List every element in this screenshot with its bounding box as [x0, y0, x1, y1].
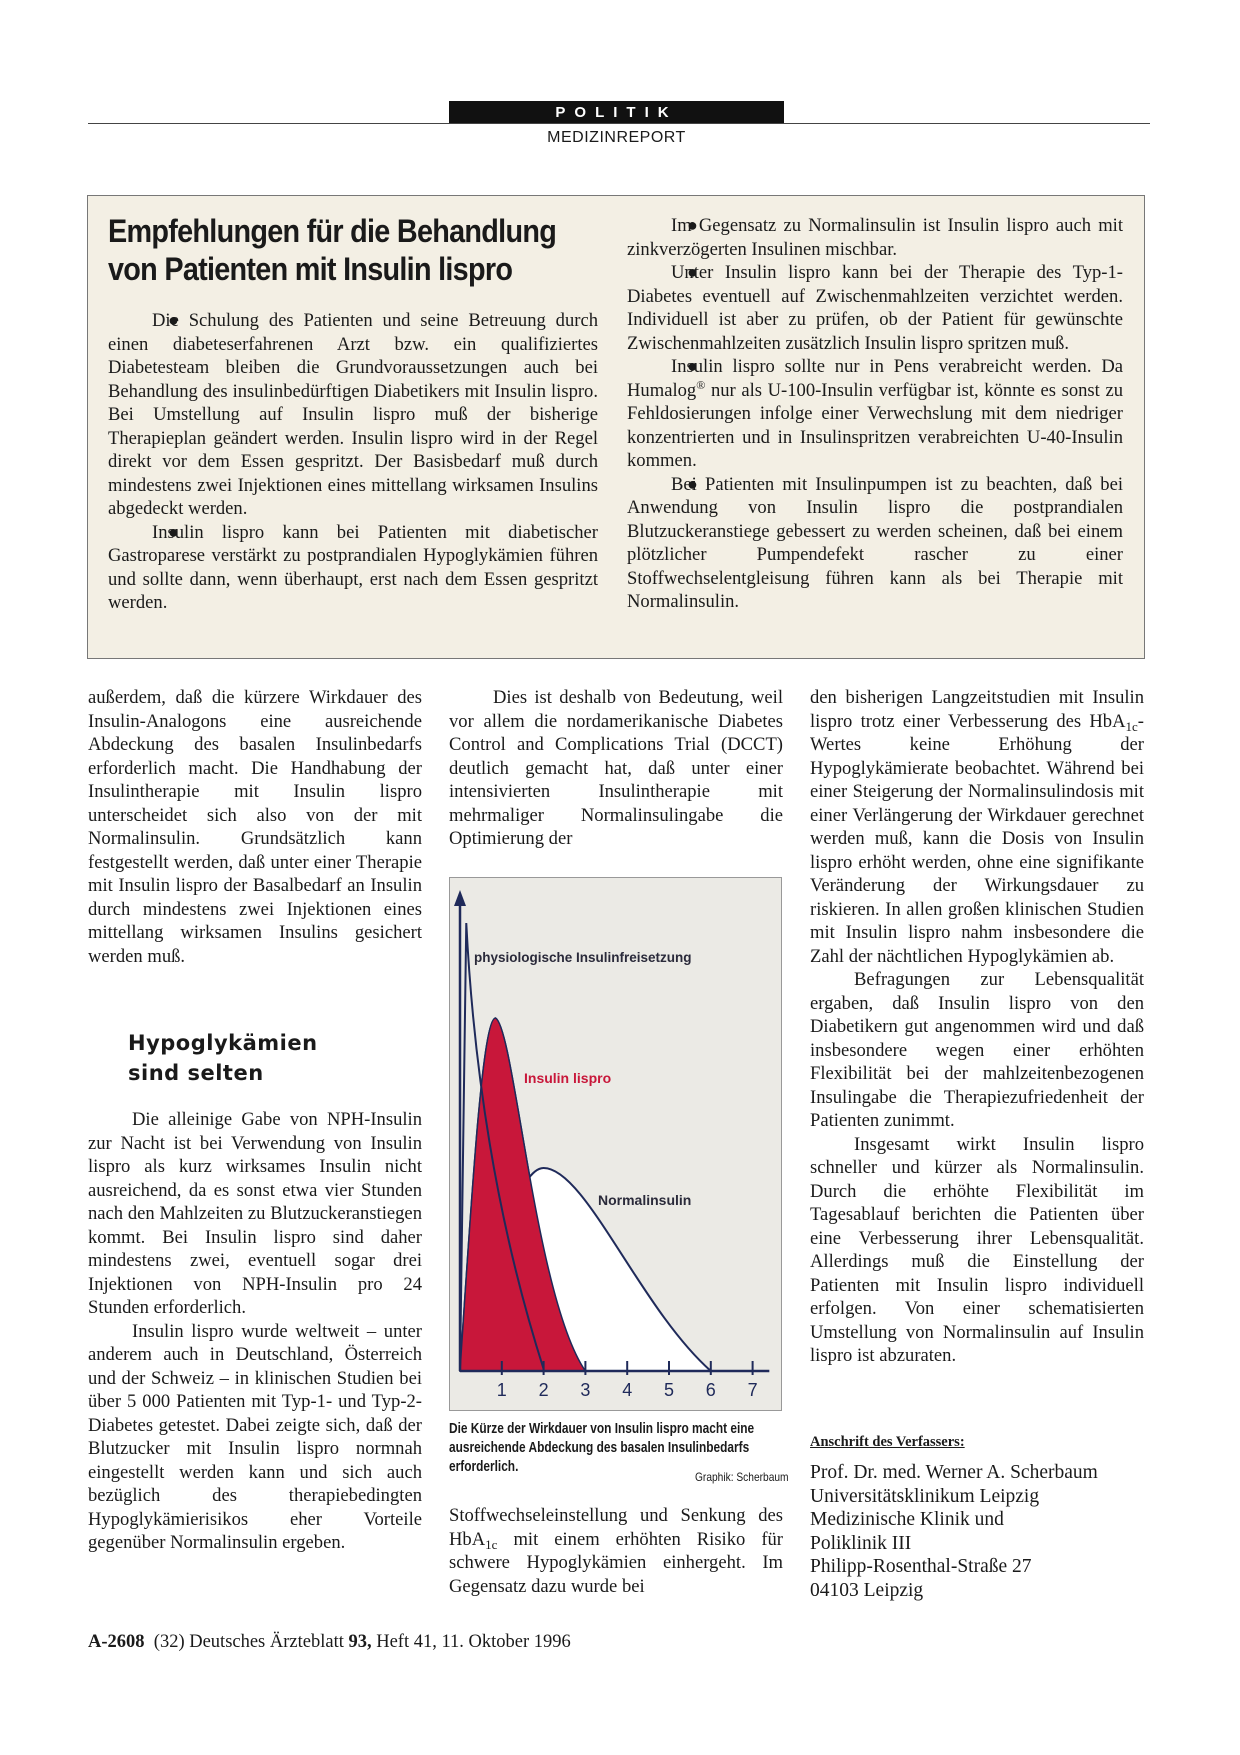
- x-tick-label: 1: [496, 1380, 507, 1400]
- paragraph: den bisherigen Langzeitstudien mit Insulin lispro trotz einer Verbesserung des HbA$_{1c}$-Wertes keine Erhöhung der Hypoglykämierate beobachtet. Während bei einer Steigerung der Normalinsulindosis mit einer Verlängerung der Wirkdauer gerechnet werden muß, kann die Dosis von Insulin lispro erhöht werden, ohne eine signifikante Veränderung der Wirkungsdauer zu riskieren. In allen großen klinischen Studien mit Insulin lispro nahm insbesondere die Zahl der nächtlichen Hypoglykämien ab.: [810, 687, 1144, 967]
- x-tick-label: 6: [705, 1380, 716, 1400]
- x-tick-label: 7: [747, 1380, 758, 1400]
- address-line: Prof. Dr. med. Werner A. Scherbaum: [810, 1462, 1098, 1483]
- column-1-lower: [88, 1108, 422, 1555]
- box-bullet: ● Insulin lispro sollte nur in Pens verabreicht werden. Da Humalog® nur als U-100-Insulin verfügbar ist, könnte es sonst zu Fehldosierungen infolge einer Verwechslung mit dem niedriger konzentrierten und in Insulinspritzen verabreichten U-40-Insulin kommen.: [627, 355, 1123, 473]
- paragraph: Dies ist deshalb von Bedeutung, weil vor allem die nordamerikanische Diabetes Control and Complications Trial (DCCT) deutlich gemacht hat, daß unter einer intensivierten Insulintherapie mit mehrmaliger Normalinsulingabe die Optimierung der: [449, 687, 783, 849]
- box-bullet: ● Insulin lispro kann bei Patienten mit diabetischer Gastroparese verstärkt zu postprandialen Hypoglykämien führen und sollte dann, wenn überhaupt, erst nach dem Essen gespritzt werden.: [108, 521, 598, 615]
- box-title-line: Empfehlungen für die Behandlung: [108, 213, 557, 249]
- subsection-label: MEDIZINREPORT: [547, 129, 686, 146]
- section-label: POLITIK: [449, 101, 784, 124]
- chart-svg: [450, 878, 781, 1410]
- series-label-normalinsulin: Normalinsulin: [598, 1192, 692, 1208]
- address-line: Poliklinik III: [810, 1532, 912, 1554]
- volume: 93,: [348, 1632, 372, 1652]
- figure-caption: Die Kürze der Wirkdauer von Insulin lispro macht eine ausreichende Abdeckung des basalen Insulinbedarfs erforderlich.: [449, 1421, 755, 1475]
- paragraph: Die alleinige Gabe von NPH-Insulin zur Nacht ist bei Verwendung von Insulin lispro als kurz wirksames Insulin nicht ausreichend, da es sonst etwa vier Stunden nach den Mahlzeiten zu Blutzuckeranstiegen kommt. Bei Insulin lispro sind daher mindestens zwei, eventuell sogar drei Injektionen von NPH-Insulin pro 24 Stunden erforderlich.: [88, 1109, 422, 1318]
- box-right-column: [627, 214, 1123, 614]
- address-line: Medizinische Klinik und: [810, 1509, 1004, 1530]
- series-label-lispro: Insulin lispro: [524, 1070, 612, 1086]
- box-bullet: ● Unter Insulin lispro kann bei der Therapie des Typ-1-Diabetes eventuell auf Zwischenmahlzeiten verzichtet werden. Individuell ist aber zu prüfen, ob der Patient für gewünschte Zwischenmahlzeiten zusätzlich Insulin lispro spritzen muß.: [627, 261, 1123, 355]
- subheading: Hypoglykämien sind selten: [128, 1031, 318, 1085]
- insulin-action-chart: [449, 877, 782, 1411]
- column-2: [449, 686, 783, 851]
- column-3: [810, 686, 1144, 1368]
- address-line: 04103 Leipzig: [810, 1579, 924, 1601]
- figure-credit: Graphik: Scherbaum: [695, 1470, 789, 1484]
- paragraph: Stoffwechseleinstellung und Senkung des HbA$_{1c}$ mit einem erhöhten Risiko für schwere Hypoglykämien einhergeht. Im Gegensatz dazu wurde bei: [449, 1505, 783, 1597]
- page-number: A-2608: [88, 1632, 145, 1652]
- box-bullet: ● Bei Patienten mit Insulinpumpen ist zu beachten, daß bei Anwendung von Insulin lispro die postprandialen Blutzuckeranstiege gebessert zu werden scheinen, daß bei einem plötzlicher Pumpendefekt rascher zu einer Stoffwechselentgleisung führen kann als bei Therapie mit Normalinsulin.: [627, 473, 1123, 614]
- author-address: [810, 1461, 1098, 1602]
- box-title-line: von Patienten mit Insulin lispro: [108, 251, 513, 287]
- address-heading: Anschrift des Verfassers:: [810, 1434, 965, 1450]
- x-tick-label: 5: [663, 1380, 675, 1400]
- paragraph: Insgesamt wirkt Insulin lispro schneller und kürzer als Normalinsulin. Durch die erhöhte Flexibilität im Tagesablauf berichten die Patienten über eine Verbesserung ihrer Lebensqualität. Allerdings muß die Einstellung der Patienten mit Insulin lispro individuell erfolgen. Von einer schematisierten Umstellung von Normalinsulin auf Insulin lispro ist abzuraten.: [810, 1133, 1144, 1366]
- page-footer: A-2608 (32) Deutsches Ärzteblatt 93, Heft 41, 11. Oktober 1996: [88, 1632, 571, 1652]
- address-line: Philipp-Rosenthal-Straße 27: [810, 1556, 1032, 1577]
- x-tick-label: 2: [538, 1380, 549, 1400]
- box-bullet: ● Die Schulung des Patienten und seine Betreuung durch einen diabeteserfahrenen Arzt bzw. ein qualifiziertes Diabetesteam bleiben die Grundvoraussetzungen auch bei Behandlung des insulinbedürftigen Diabetikers mit Insulin lispro. Bei Umstellung auf Insulin lispro muß der bisherige Therapieplan geändert werden. Insulin lispro wird in der Regel direkt vor dem Essen gespritzt. Der Basisbedarf muß durch mindestens zwei Injektionen eines mittellang wirksamen Insulins abgedeckt werden.: [108, 309, 598, 521]
- box-title: [108, 212, 567, 288]
- address-line: Universitätsklinikum Leipzig: [810, 1485, 1040, 1507]
- box-bullet: ● Im Gegensatz zu Normalinsulin ist Insulin lispro auch mit zinkverzögerten Insulinen mischbar.: [627, 214, 1123, 261]
- paragraph: Befragungen zur Lebensqualität ergaben, daß Insulin lispro von den Diabetikern gut angenommen wird und daß insbesondere wegen einer erhöhten Flexibilität bei der mahlzeitenbezogenen Insulingabe die Therapiezufriedenheit der Patienten zunimmt.: [810, 969, 1144, 1131]
- paragraph: Insulin lispro wurde weltweit – unter anderem auch in Deutschland, Österreich und der Schweiz – in klinischen Studien bei über 5 000 Patienten mit Typ-1- und Typ-2-Diabetes getestet. Dabei zeigte sich, daß der Blutzucker mit Insulin lispro normnah eingestellt werden kann und sich auch bezüglich des therapiebedingten Hypoglykämierisikos eher Vorteile gegenüber Normalinsulin ergeben.: [88, 1320, 422, 1553]
- column-2-lower: [449, 1504, 783, 1598]
- series-label-physiological: physiologische Insulinfreisetzung: [474, 950, 692, 965]
- box-left-column: [108, 309, 598, 615]
- header-rule: [88, 123, 1150, 124]
- x-tick-label: 3: [580, 1380, 591, 1400]
- paragraph: außerdem, daß die kürzere Wirkdauer des Insulin-Analogons eine ausreichende Abdeckung des basalen Insulinbedarfs erforderlich macht. Die Handhabung der Insulintherapie mit Insulin lispro unterscheidet sich also von der mit Normalinsulin. Grundsätzlich kann festgestellt werden, daß unter einer Therapie mit Insulin lispro der Basalbedarf an Insulin durch mindestens zwei Injektionen eines mittellang wirksamen Insulins gesichert werden muß.: [88, 687, 422, 967]
- y-axis-arrow: [454, 890, 466, 906]
- column-1: [88, 686, 422, 968]
- x-tick-label: 4: [622, 1380, 633, 1400]
